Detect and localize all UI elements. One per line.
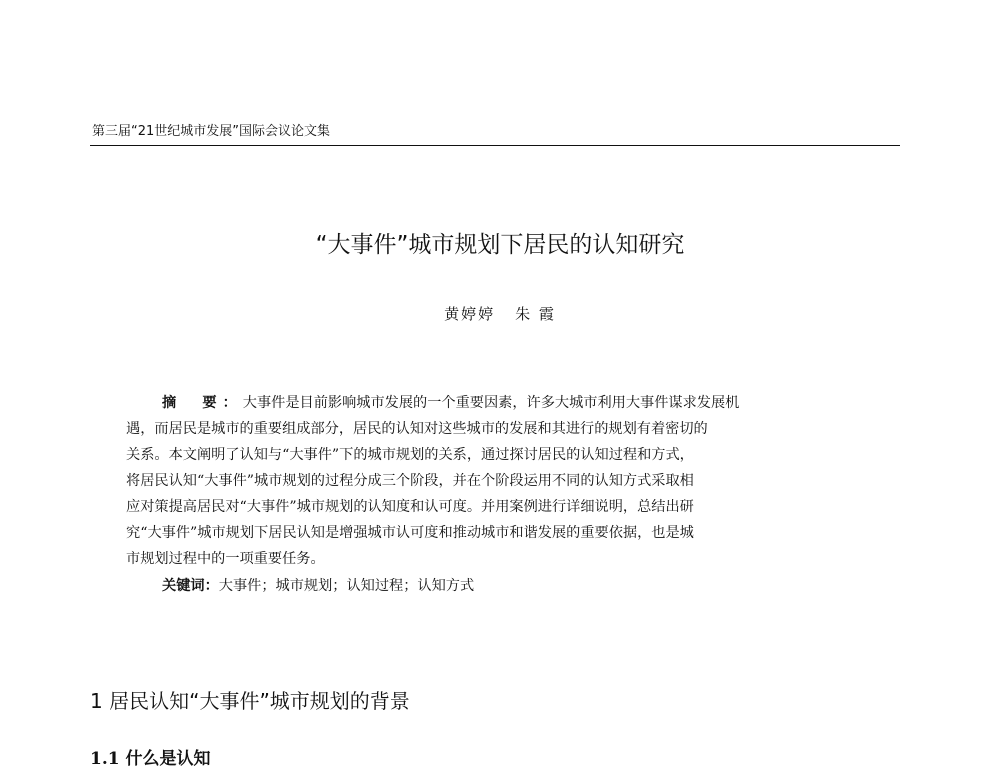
keywords-text: 大事件；城市规划；认知过程；认知方式 [218,578,475,594]
author-name: 黄婷婷 [444,305,496,323]
abstract-line: 究“大事件”城市规划下居民认知是增强城市认可度和推动城市和谐发展的重要依据，也是城 [126,525,694,541]
abstract-line: 应对策提高居民对“大事件”城市规划的认知度和认可度。并用案例进行详细说明，总结出研 [126,499,694,515]
section-heading: 1 居民认知“大事件”城市规划的背景 [90,689,410,713]
paper-title: “大事件”城市规划下居民的认知研究 [315,232,685,258]
keywords-label: 关键词： [162,578,219,594]
abstract-line: 将居民认知“大事件”城市规划的过程分成三个阶段，并在个阶段运用不同的认知方式采取相 [126,473,694,489]
abstract-line: 关系。本文阐明了认知与“大事件”下的城市规划的关系，通过探讨居民的认知过程和方式， [126,447,694,463]
keywords-line [162,577,474,595]
abstract-label: 摘 要： [162,395,243,411]
running-header: 第三届“21世纪城市发展”国际会议论文集 [92,124,331,139]
author-name: 朱 霞 [515,305,556,323]
abstract-line: 遇，而居民是城市的重要组成部分，居民的认知对这些城市的发展和其进行的规划有着密切的 [126,421,708,437]
header-divider [90,145,900,146]
abstract-line: 市规划过程中的一项重要任务。 [126,551,325,567]
author-list [0,304,1000,324]
subsection-heading: 1.1 什么是认知 [90,749,211,769]
abstract-line [162,394,739,412]
abstract-text: 大事件是目前影响城市发展的一个重要因素，许多大城市利用大事件谋求发展机 [242,395,740,411]
